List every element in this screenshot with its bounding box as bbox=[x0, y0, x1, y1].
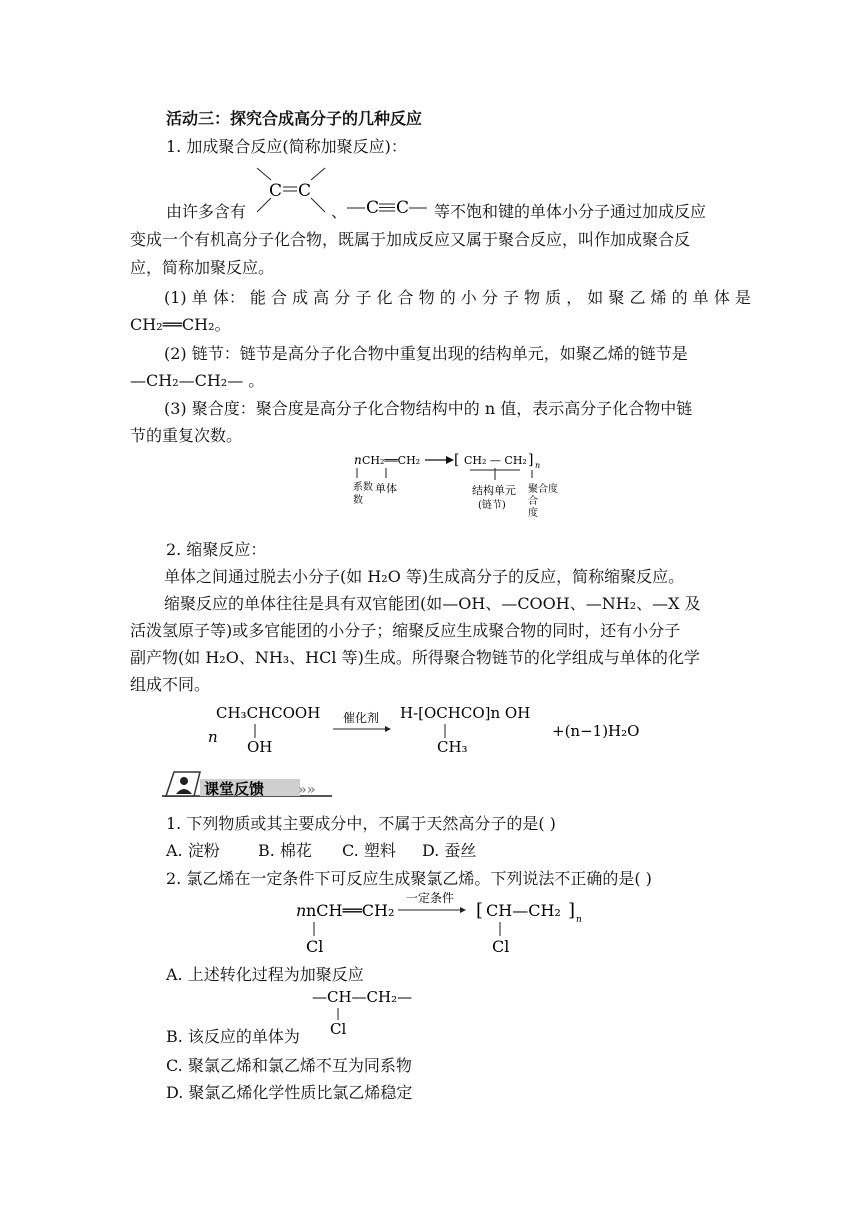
condition-label: 一定条件 bbox=[406, 891, 455, 905]
q2-option-d[interactable]: D. 聚氯乙烯化学性质比氯乙烯稳定 bbox=[166, 1083, 413, 1102]
label-unit: 结构单元 bbox=[472, 484, 516, 497]
s2-p2-line1: 缩聚反应的单体往往是具有双官能团(如—OH、—COOH、—NH₂、—X 及 bbox=[164, 594, 701, 613]
polymerization-diagram bbox=[350, 448, 558, 522]
svg-text:n: n bbox=[296, 901, 307, 920]
question-1: 1. 下列物质或其主要成分中，不属于天然高分子的是( ) bbox=[166, 814, 556, 833]
s2-p2-line2: 活泼氢原子等)或多官能团的小分子；缩聚反应生成聚合物的同时，还有小分子 bbox=[130, 621, 681, 640]
svg-text:数: 数 bbox=[353, 495, 363, 506]
svg-text:CH₃: CH₃ bbox=[437, 738, 468, 756]
label-unit2: (链节) bbox=[478, 500, 506, 511]
q2-b-structure bbox=[310, 984, 430, 1036]
q2-option-b[interactable]: B. 该反应的单体为 bbox=[166, 1027, 300, 1046]
s1-intro-prefix: 由许多含有 bbox=[166, 202, 247, 221]
s1-item3-line1: (3) 聚合度：聚合度是高分子化合物结构中的 n 值，表示高分子化合物中链 bbox=[164, 399, 693, 418]
catalyst-label: 催化剂 bbox=[343, 711, 380, 725]
svg-text:»»: »» bbox=[298, 782, 316, 798]
s1-intro-sep: 、 bbox=[331, 202, 348, 221]
s1-intro-line2: 变成一个有机高分子化合物，既属于加成反应又属于聚合反应，叫作加成聚合反 bbox=[130, 230, 691, 249]
s2-p1: 单体之间通过脱去小分子(如 H₂O 等)生成高分子的反应，简称缩聚反应。 bbox=[164, 567, 685, 586]
feedback-banner bbox=[160, 766, 340, 802]
vinyl-chloride-equation bbox=[290, 886, 630, 956]
svg-text:OH: OH bbox=[247, 738, 273, 756]
diagram-product: CH₂ — CH₂ bbox=[464, 454, 527, 467]
q1-option-b[interactable]: B. 棉花 bbox=[258, 841, 312, 860]
svg-text:nCH══CH₂: nCH══CH₂ bbox=[306, 901, 395, 920]
q1-option-d[interactable]: D. 蚕丝 bbox=[422, 841, 477, 860]
activity-title: 活动三：探究合成高分子的几种反应 bbox=[166, 109, 423, 128]
svg-text:]: ] bbox=[528, 452, 534, 468]
svg-text:C: C bbox=[366, 198, 380, 218]
diagram-monomer: CH₂══CH₂ bbox=[362, 454, 421, 467]
s1-intro-suffix: 等不饱和键的单体小分子通过加成反应 bbox=[434, 202, 707, 221]
q1-option-a[interactable]: A. 淀粉 bbox=[166, 841, 220, 860]
svg-text:n: n bbox=[576, 915, 582, 925]
svg-text:[: [ bbox=[476, 900, 484, 921]
svg-text:—CH—CH₂—: —CH—CH₂— bbox=[312, 988, 413, 1006]
label-monomer: 单体 bbox=[375, 482, 397, 495]
s1-item2-line2: —CH₂—CH₂— 。 bbox=[130, 371, 265, 390]
svg-text:Cl: Cl bbox=[492, 937, 510, 956]
s2-p2-line3: 副产物(如 H₂O、NH₃、HCl 等)生成。所得聚合物链节的化学组成与单体的化学 bbox=[130, 648, 700, 667]
s1-intro-line3: 应，简称加聚反应。 bbox=[130, 258, 275, 277]
svg-text:Cl: Cl bbox=[306, 937, 324, 956]
s2-p2-line4: 组成不同。 bbox=[130, 675, 211, 694]
svg-text:]: ] bbox=[568, 900, 576, 921]
svg-text:C: C bbox=[298, 181, 312, 201]
section1-heading: 1. 加成聚合反应(简称加聚反应)： bbox=[166, 137, 407, 156]
svg-text:Cl: Cl bbox=[330, 1020, 347, 1038]
s1-item2-line1: (2) 链节：链节是高分子化合物中重复出现的结构单元，如聚乙烯的链节是 bbox=[164, 344, 688, 363]
section2-heading: 2. 缩聚反应： bbox=[166, 540, 267, 559]
svg-text:n: n bbox=[535, 461, 541, 470]
q2-option-a[interactable]: A. 上述转化过程为加聚反应 bbox=[166, 965, 364, 984]
question-2: 2. 氯乙烯在一定条件下可反应生成聚氯乙烯。下列说法不正确的是( ) bbox=[166, 869, 652, 888]
water-byproduct: +(n−1)H₂O bbox=[552, 722, 640, 740]
q1-option-c[interactable]: C. 塑料 bbox=[342, 841, 396, 860]
svg-text:C: C bbox=[269, 181, 283, 201]
s1-item1-line1: (1) 单 体： 能 合 成 高 分 子 化 合 物 的 小 分 子 物 质 ， 如 聚 乙 烯 的 单 体 是 bbox=[164, 288, 751, 307]
svg-text:n: n bbox=[208, 728, 218, 746]
lactic-acid: CH₃CHCOOH bbox=[216, 704, 321, 722]
svg-text:CH—CH₂: CH—CH₂ bbox=[486, 901, 561, 920]
condensation-equation bbox=[200, 698, 670, 760]
label-coef-1: 系数 bbox=[353, 482, 373, 493]
s1-item1-line2: CH₂══CH₂。 bbox=[130, 315, 231, 334]
q2-option-c[interactable]: C. 聚氯乙烯和氯乙烯不互为同系物 bbox=[166, 1056, 412, 1075]
polylactic-acid: H-[OCHCO]n OH bbox=[400, 704, 531, 722]
label-degree: 聚合度 bbox=[528, 484, 558, 495]
svg-text:度: 度 bbox=[528, 508, 538, 519]
diagram-n: n bbox=[354, 453, 362, 467]
svg-text:[: [ bbox=[454, 452, 460, 468]
svg-text:课堂反馈: 课堂反馈 bbox=[204, 780, 265, 798]
person-icon bbox=[180, 777, 188, 785]
s1-item3-line2: 节的重复次数。 bbox=[130, 426, 243, 445]
svg-text:合: 合 bbox=[528, 496, 538, 507]
svg-text:C: C bbox=[396, 198, 410, 218]
